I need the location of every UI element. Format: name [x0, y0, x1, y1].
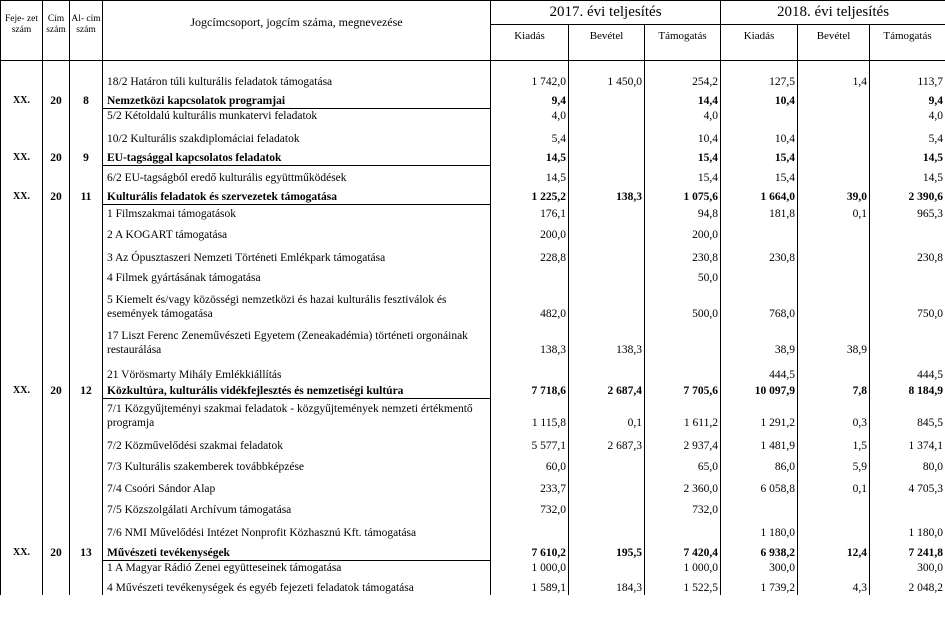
cim-cell: 20: [43, 146, 70, 165]
kiadas-2018-cell: 38,9: [721, 321, 798, 357]
kiadas-2018-cell: [721, 108, 798, 123]
alcim-cell: [70, 165, 103, 185]
alcim-cell: [70, 204, 103, 221]
bevetel-2018-cell: [798, 496, 870, 517]
header-description: Jogcímcsoport, jogcím száma, megnevezése: [103, 1, 491, 61]
tamogatas-2018-cell: 8 184,9: [870, 382, 945, 398]
alcim-cell: [70, 285, 103, 321]
bevetel-2018-cell: 4,3: [798, 575, 870, 595]
tamogatas-2018-cell: 1 180,0: [870, 517, 945, 540]
cim-cell: 20: [43, 185, 70, 204]
bevetel-2018-cell: [798, 221, 870, 242]
tamogatas-2018-cell: 230,8: [870, 242, 945, 265]
kiadas-2017-cell: 1 225,2: [491, 185, 569, 204]
cim-cell: [43, 165, 70, 185]
kiadas-2018-cell: 10,4: [721, 123, 798, 146]
kiadas-2018-cell: 86,0: [721, 453, 798, 474]
alcim-cell: [70, 496, 103, 517]
table-row: [1, 453, 945, 474]
description-cell: 10/2 Kulturális szakdiplomáciai feladatok: [103, 123, 491, 146]
kiadas-2017-cell: 60,0: [491, 453, 569, 474]
bevetel-2018-cell: [798, 517, 870, 540]
kiadas-2017-cell: 1 115,8: [491, 398, 569, 430]
cim-cell: [43, 517, 70, 540]
alcim-cell: [70, 265, 103, 285]
kiadas-2017-cell: 7 610,2: [491, 540, 569, 560]
kiadas-2018-cell: 1 664,0: [721, 185, 798, 204]
header-tamogatas-2017: Támogatás: [645, 25, 721, 61]
bevetel-2017-cell: [569, 560, 645, 575]
tamogatas-2017-cell: 7 705,6: [645, 382, 721, 398]
bevetel-2017-cell: 2 687,4: [569, 382, 645, 398]
description-cell: Közkultúra, kulturális vidékfejlesztés és nemzetiségi kultúra: [103, 382, 491, 398]
kiadas-2017-cell: 1 000,0: [491, 560, 569, 575]
tamogatas-2017-cell: 500,0: [645, 285, 721, 321]
tamogatas-2017-cell: 1 611,2: [645, 398, 721, 430]
tamogatas-2018-cell: 5,4: [870, 123, 945, 146]
alcim-cell: [70, 398, 103, 430]
alcim-cell: 8: [70, 89, 103, 108]
tamogatas-2017-cell: 10,4: [645, 123, 721, 146]
alcim-cell: 9: [70, 146, 103, 165]
bevetel-2018-cell: [798, 89, 870, 108]
bevetel-2018-cell: 1,4: [798, 69, 870, 89]
tamogatas-2018-cell: 9,4: [870, 89, 945, 108]
tamogatas-2018-cell: [870, 265, 945, 285]
bevetel-2017-cell: [569, 496, 645, 517]
header-year-2018: 2018. évi teljesítés: [721, 1, 945, 25]
kiadas-2017-cell: 5 577,1: [491, 430, 569, 453]
bevetel-2018-cell: 39,0: [798, 185, 870, 204]
alcim-cell: [70, 242, 103, 265]
description-cell: 4 Művészeti tevékenységek és egyéb fejezeti feladatok támogatása: [103, 575, 491, 595]
kiadas-2018-cell: 444,5: [721, 357, 798, 382]
kiadas-2017-cell: 1 589,1: [491, 575, 569, 595]
bevetel-2017-cell: [569, 123, 645, 146]
table-row: [1, 242, 945, 265]
fejezet-cell: [1, 398, 43, 430]
fejezet-cell: XX.: [1, 89, 43, 108]
bevetel-2018-cell: 1,5: [798, 430, 870, 453]
table-row: [1, 123, 945, 146]
description-cell: 7/5 Közszolgálati Archívum támogatása: [103, 496, 491, 517]
header-row-1: [1, 1, 945, 25]
kiadas-2017-cell: 14,5: [491, 165, 569, 185]
tamogatas-2017-cell: [645, 357, 721, 382]
tamogatas-2017-cell: 4,0: [645, 108, 721, 123]
kiadas-2018-cell: [721, 265, 798, 285]
kiadas-2017-cell: 138,3: [491, 321, 569, 357]
kiadas-2018-cell: 10,4: [721, 89, 798, 108]
fejezet-cell: [1, 453, 43, 474]
tamogatas-2017-cell: 2 937,4: [645, 430, 721, 453]
bevetel-2017-cell: [569, 242, 645, 265]
tamogatas-2017-cell: 1 075,6: [645, 185, 721, 204]
description-cell: 7/4 Csoóri Sándor Alap: [103, 474, 491, 496]
fejezet-cell: [1, 265, 43, 285]
fejezet-cell: [1, 285, 43, 321]
kiadas-2017-cell: 732,0: [491, 496, 569, 517]
tamogatas-2017-cell: 94,8: [645, 204, 721, 221]
cim-cell: [43, 123, 70, 146]
tamogatas-2018-cell: 444,5: [870, 357, 945, 382]
bevetel-2017-cell: 138,3: [569, 321, 645, 357]
description-cell: 17 Liszt Ferenc Zeneművészeti Egyetem (Zeneakadémia) történeti orgonáinak restaurálása: [103, 321, 491, 357]
tamogatas-2018-cell: 300,0: [870, 560, 945, 575]
bevetel-2018-cell: 38,9: [798, 321, 870, 357]
alcim-cell: [70, 517, 103, 540]
table-row: [1, 430, 945, 453]
kiadas-2018-cell: 1 481,9: [721, 430, 798, 453]
fejezet-cell: [1, 474, 43, 496]
table-row: [1, 496, 945, 517]
bevetel-2018-cell: 7,8: [798, 382, 870, 398]
kiadas-2018-cell: 10 097,9: [721, 382, 798, 398]
bevetel-2018-cell: 5,9: [798, 453, 870, 474]
kiadas-2018-cell: 1 739,2: [721, 575, 798, 595]
tamogatas-2018-cell: 14,5: [870, 165, 945, 185]
cim-cell: [43, 69, 70, 89]
alcim-cell: [70, 69, 103, 89]
kiadas-2017-cell: 176,1: [491, 204, 569, 221]
table-body: [1, 61, 945, 596]
bevetel-2018-cell: [798, 357, 870, 382]
table-row: [1, 265, 945, 285]
kiadas-2018-cell: 6 058,8: [721, 474, 798, 496]
table-row: [1, 165, 945, 185]
table-row: [1, 357, 945, 382]
bevetel-2017-cell: [569, 265, 645, 285]
fejezet-cell: [1, 69, 43, 89]
description-cell: 1 A Magyar Rádió Zenei együtteseinek támogatása: [103, 560, 491, 575]
kiadas-2017-cell: [491, 517, 569, 540]
cim-cell: [43, 357, 70, 382]
bevetel-2018-cell: 0,1: [798, 204, 870, 221]
cim-cell: 20: [43, 540, 70, 560]
tamogatas-2017-cell: 15,4: [645, 146, 721, 165]
bevetel-2018-cell: [798, 108, 870, 123]
bevetel-2017-cell: 138,3: [569, 185, 645, 204]
header-fejezet: Feje- zet szám: [1, 1, 43, 61]
tamogatas-2018-cell: 14,5: [870, 146, 945, 165]
alcim-cell: [70, 357, 103, 382]
tamogatas-2017-cell: 732,0: [645, 496, 721, 517]
table-row: [1, 321, 945, 357]
tamogatas-2018-cell: [870, 496, 945, 517]
tamogatas-2018-cell: 2 390,6: [870, 185, 945, 204]
description-cell: Kulturális feladatok és szervezetek támogatása: [103, 185, 491, 204]
bevetel-2018-cell: 0,3: [798, 398, 870, 430]
table-row: [1, 517, 945, 540]
cim-cell: [43, 204, 70, 221]
kiadas-2018-cell: 230,8: [721, 242, 798, 265]
kiadas-2017-cell: 1 742,0: [491, 69, 569, 89]
table-row: [1, 398, 945, 430]
bevetel-2018-cell: [798, 242, 870, 265]
cim-cell: [43, 474, 70, 496]
cim-cell: [43, 453, 70, 474]
bevetel-2017-cell: 0,1: [569, 398, 645, 430]
table-row: [1, 204, 945, 221]
header-bevetel-2017: Bevétel: [569, 25, 645, 61]
description-cell: 2 A KOGART támogatása: [103, 221, 491, 242]
tamogatas-2017-cell: 2 360,0: [645, 474, 721, 496]
cim-cell: [43, 242, 70, 265]
tamogatas-2017-cell: [645, 517, 721, 540]
kiadas-2018-cell: 15,4: [721, 146, 798, 165]
bevetel-2017-cell: [569, 165, 645, 185]
bevetel-2018-cell: 12,4: [798, 540, 870, 560]
tamogatas-2017-cell: 14,4: [645, 89, 721, 108]
bevetel-2018-cell: [798, 265, 870, 285]
bevetel-2017-cell: [569, 146, 645, 165]
header-year-2017: 2017. évi teljesítés: [491, 1, 721, 25]
kiadas-2018-cell: 15,4: [721, 165, 798, 185]
fejezet-cell: XX.: [1, 382, 43, 398]
cim-cell: [43, 265, 70, 285]
alcim-cell: 11: [70, 185, 103, 204]
fejezet-cell: XX.: [1, 540, 43, 560]
bevetel-2017-cell: [569, 221, 645, 242]
alcim-cell: [70, 321, 103, 357]
bevetel-2017-cell: [569, 285, 645, 321]
kiadas-2017-cell: [491, 357, 569, 382]
description-cell: 7/2 Közművelődési szakmai feladatok: [103, 430, 491, 453]
description-cell: 4 Filmek gyártásának támogatása: [103, 265, 491, 285]
description-cell: 3 Az Ópusztaszeri Nemzeti Történeti Emlékpark támogatása: [103, 242, 491, 265]
tamogatas-2018-cell: 80,0: [870, 453, 945, 474]
bevetel-2017-cell: [569, 517, 645, 540]
cim-cell: [43, 108, 70, 123]
kiadas-2017-cell: 14,5: [491, 146, 569, 165]
bevetel-2018-cell: [798, 165, 870, 185]
alcim-cell: [70, 123, 103, 146]
kiadas-2018-cell: 768,0: [721, 285, 798, 321]
kiadas-2018-cell: 300,0: [721, 560, 798, 575]
description-cell: Művészeti tevékenységek: [103, 540, 491, 560]
alcim-cell: 12: [70, 382, 103, 398]
cim-cell: [43, 221, 70, 242]
description-cell: Nemzetközi kapcsolatok programjai: [103, 89, 491, 108]
description-cell: 7/6 NMI Művelődési Intézet Nonprofit Közhasznú Kft. támogatása: [103, 517, 491, 540]
fejezet-cell: [1, 575, 43, 595]
kiadas-2017-cell: 228,8: [491, 242, 569, 265]
fejezet-cell: [1, 108, 43, 123]
bevetel-2017-cell: [569, 453, 645, 474]
table-row: [1, 560, 945, 575]
cim-cell: [43, 496, 70, 517]
table-row: [1, 221, 945, 242]
alcim-cell: [70, 560, 103, 575]
description-cell: 18/2 Határon túli kulturális feladatok támogatása: [103, 69, 491, 89]
bevetel-2017-cell: [569, 357, 645, 382]
cim-cell: 20: [43, 382, 70, 398]
bevetel-2018-cell: [798, 146, 870, 165]
cim-cell: [43, 575, 70, 595]
bevetel-2018-cell: [798, 560, 870, 575]
kiadas-2017-cell: 200,0: [491, 221, 569, 242]
fejezet-cell: [1, 517, 43, 540]
header-kiadas-2017: Kiadás: [491, 25, 569, 61]
cim-cell: [43, 398, 70, 430]
table-row: [1, 575, 945, 595]
spacer-row: [1, 61, 945, 70]
tamogatas-2018-cell: 2 048,2: [870, 575, 945, 595]
bevetel-2018-cell: [798, 285, 870, 321]
fejezet-cell: [1, 204, 43, 221]
kiadas-2018-cell: 1 180,0: [721, 517, 798, 540]
description-cell: 6/2 EU-tagságból eredő kulturális együttműködések: [103, 165, 491, 185]
tamogatas-2018-cell: [870, 221, 945, 242]
kiadas-2017-cell: [491, 265, 569, 285]
fejezet-cell: [1, 496, 43, 517]
bevetel-2018-cell: 0,1: [798, 474, 870, 496]
kiadas-2017-cell: 233,7: [491, 474, 569, 496]
alcim-cell: [70, 453, 103, 474]
bevetel-2017-cell: [569, 474, 645, 496]
table-row: [1, 540, 945, 560]
header-kiadas-2018: Kiadás: [721, 25, 798, 61]
tamogatas-2018-cell: 7 241,8: [870, 540, 945, 560]
tamogatas-2018-cell: 1 374,1: [870, 430, 945, 453]
kiadas-2018-cell: 181,8: [721, 204, 798, 221]
tamogatas-2018-cell: 4 705,3: [870, 474, 945, 496]
tamogatas-2018-cell: 845,5: [870, 398, 945, 430]
table-row: [1, 285, 945, 321]
tamogatas-2018-cell: [870, 321, 945, 357]
table-row: [1, 89, 945, 108]
header-cim: Cím szám: [43, 1, 70, 61]
fejezet-cell: [1, 165, 43, 185]
table-row: [1, 382, 945, 398]
bevetel-2017-cell: 2 687,3: [569, 430, 645, 453]
header-alcim: Al- cím szám: [70, 1, 103, 61]
cim-cell: [43, 321, 70, 357]
description-cell: 7/1 Közgyűjteményi szakmai feladatok - közgyűjtemények nemzeti értékmentő programja: [103, 398, 491, 430]
description-cell: 5/2 Kétoldalú kulturális munkatervi feladatok: [103, 108, 491, 123]
tamogatas-2017-cell: 65,0: [645, 453, 721, 474]
table-row: [1, 69, 945, 89]
alcim-cell: [70, 575, 103, 595]
bevetel-2017-cell: [569, 89, 645, 108]
header-bevetel-2018: Bevétel: [798, 25, 870, 61]
tamogatas-2017-cell: 1 000,0: [645, 560, 721, 575]
alcim-cell: 13: [70, 540, 103, 560]
tamogatas-2017-cell: [645, 321, 721, 357]
tamogatas-2017-cell: 200,0: [645, 221, 721, 242]
fejezet-cell: [1, 560, 43, 575]
kiadas-2018-cell: 6 938,2: [721, 540, 798, 560]
table-row: [1, 108, 945, 123]
bevetel-2018-cell: [798, 123, 870, 146]
tamogatas-2017-cell: 50,0: [645, 265, 721, 285]
tamogatas-2017-cell: 230,8: [645, 242, 721, 265]
description-cell: 5 Kiemelt és/vagy közösségi nemzetközi és hazai kulturális fesztiválok és események támogatása: [103, 285, 491, 321]
tamogatas-2017-cell: 7 420,4: [645, 540, 721, 560]
kiadas-2018-cell: [721, 496, 798, 517]
bevetel-2017-cell: 184,3: [569, 575, 645, 595]
description-cell: EU-tagsággal kapcsolatos feladatok: [103, 146, 491, 165]
kiadas-2017-cell: 7 718,6: [491, 382, 569, 398]
tamogatas-2017-cell: 254,2: [645, 69, 721, 89]
description-cell: 21 Vörösmarty Mihály Emlékkiállítás: [103, 357, 491, 382]
cim-cell: [43, 285, 70, 321]
tamogatas-2018-cell: 4,0: [870, 108, 945, 123]
cim-cell: 20: [43, 89, 70, 108]
fejezet-cell: [1, 123, 43, 146]
fejezet-cell: [1, 242, 43, 265]
tamogatas-2017-cell: 15,4: [645, 165, 721, 185]
tamogatas-2018-cell: 750,0: [870, 285, 945, 321]
table-row: [1, 474, 945, 496]
alcim-cell: [70, 430, 103, 453]
tamogatas-2018-cell: 113,7: [870, 69, 945, 89]
table-row: [1, 185, 945, 204]
fejezet-cell: XX.: [1, 146, 43, 165]
bevetel-2017-cell: 195,5: [569, 540, 645, 560]
bevetel-2017-cell: 1 450,0: [569, 69, 645, 89]
fejezet-cell: [1, 357, 43, 382]
bevetel-2017-cell: [569, 204, 645, 221]
fejezet-cell: XX.: [1, 185, 43, 204]
tamogatas-2018-cell: 965,3: [870, 204, 945, 221]
kiadas-2017-cell: 9,4: [491, 89, 569, 108]
cim-cell: [43, 430, 70, 453]
alcim-cell: [70, 474, 103, 496]
kiadas-2018-cell: 1 291,2: [721, 398, 798, 430]
kiadas-2018-cell: [721, 221, 798, 242]
kiadas-2018-cell: 127,5: [721, 69, 798, 89]
tamogatas-2017-cell: 1 522,5: [645, 575, 721, 595]
fejezet-cell: [1, 221, 43, 242]
kiadas-2017-cell: 4,0: [491, 108, 569, 123]
kiadas-2017-cell: 5,4: [491, 123, 569, 146]
description-cell: 7/3 Kulturális szakemberek továbbképzése: [103, 453, 491, 474]
description-cell: 1 Filmszakmai támogatások: [103, 204, 491, 221]
header-tamogatas-2018: Támogatás: [870, 25, 945, 61]
bevetel-2017-cell: [569, 108, 645, 123]
fejezet-cell: [1, 321, 43, 357]
alcim-cell: [70, 108, 103, 123]
kiadas-2017-cell: 482,0: [491, 285, 569, 321]
alcim-cell: [70, 221, 103, 242]
cim-cell: [43, 560, 70, 575]
fejezet-cell: [1, 430, 43, 453]
table-row: [1, 146, 945, 165]
